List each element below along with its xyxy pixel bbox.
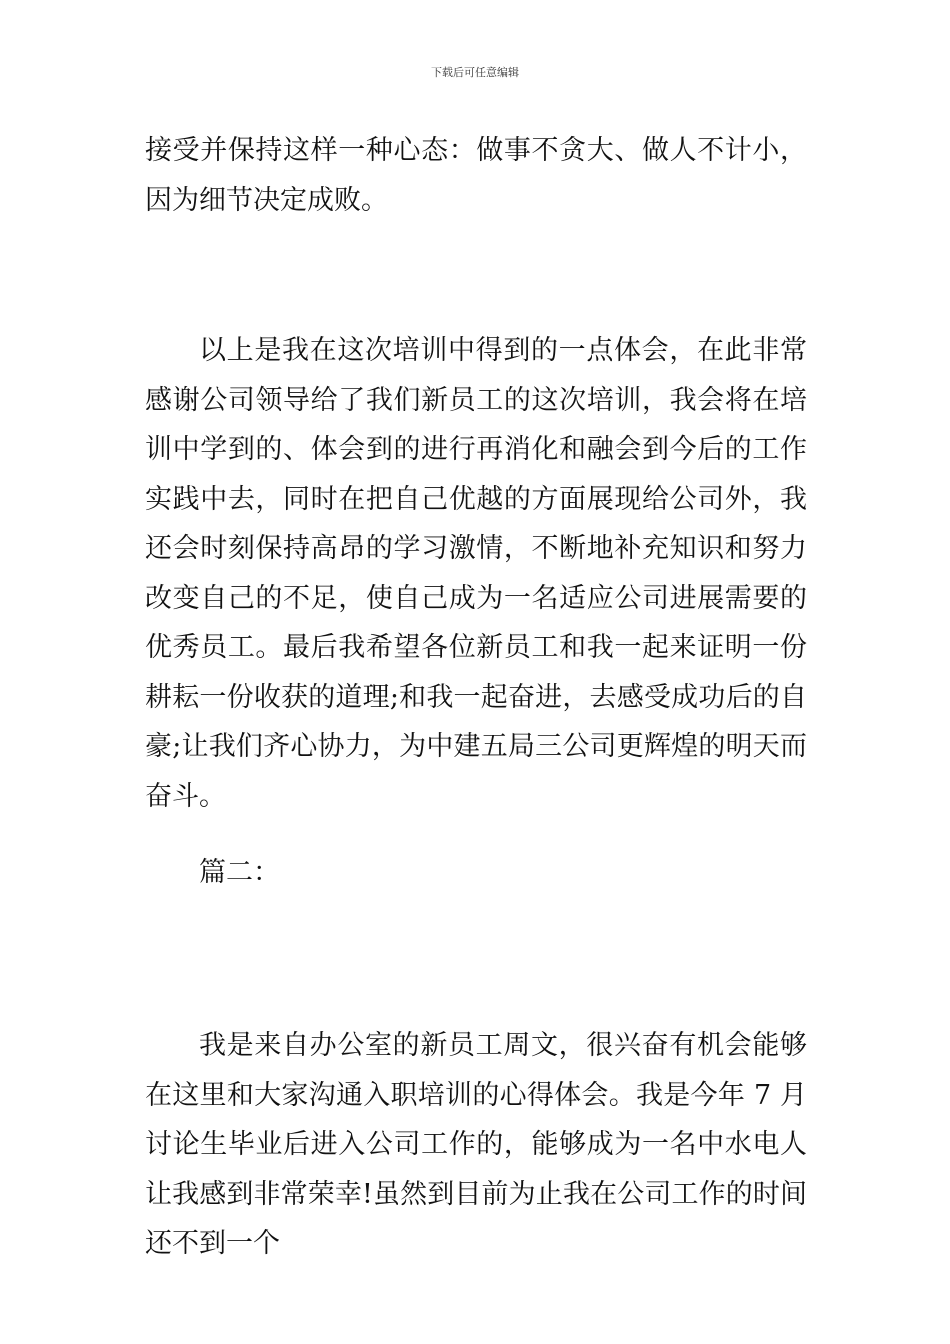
paragraph-3: 我是来自办公室的新员工周文，很兴奋有机会能够在这里和大家沟通入职培训的心得体会。我是今年 7 月讨论生毕业后进入公司工作的，能够成为一名中水电人让我感到非常荣幸!虽然到目前为止我在公司工作的时间还不到一个: [145, 1030, 807, 1259]
paragraph-2: 以上是我在这次培训中得到的一点体会，在此非常感谢公司领导给了我们新员工的这次培训，我会将在培训中学到的、体会到的进行再消化和融会到今后的工作实践中去，同时在把自己优越的方面展现给公司外，我还会时刻保持高昂的学习激情，不断地补充知识和努力改变自己的不足，使自己成为一名适应公司进展需要的优秀员工。最后我希望各位新员工和我一起来证明一份耕耘一份收获的道理;和我一起奋进，去感受成功后的自豪;让我们齐心协力，为中建五局三公司更辉煌的明天而奋斗。: [145, 335, 807, 812]
section-heading-part-two: 篇二：: [199, 857, 280, 888]
page-header: 下载后可任意编辑: [431, 66, 519, 79]
paragraph-1: 接受并保持这样一种心态：做事不贪大、做人不计小，因为细节决定成败。: [145, 135, 807, 216]
